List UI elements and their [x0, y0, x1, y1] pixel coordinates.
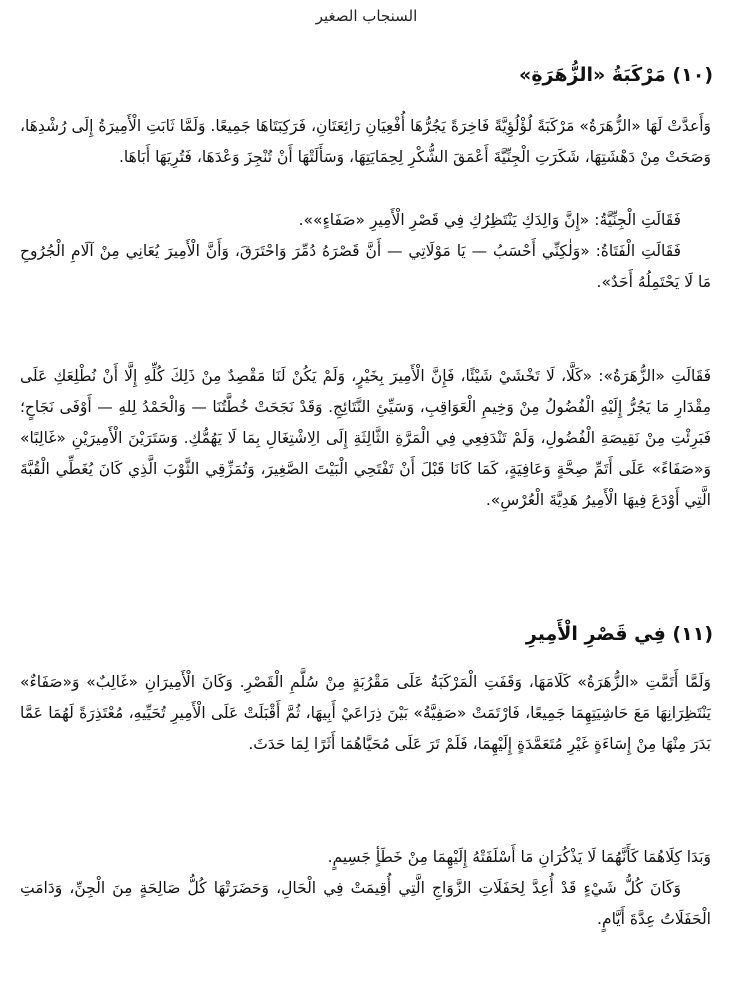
- paragraph: وَلَمَّا أَتَمَّتِ «الزُّهَرَةُ» كَلَامَهَا، وَقَفَتِ الْمَرْكَبَةُ عَلَى مَقْرُبَةٍ مِنْ سُلَّمِ الْقَصْرِ. وَكَانَ الْأَمِيرَانِ «غَالِبٌ» وَ«صَفَاءٌ» يَنْتَظِرَانِهَا مَعَ حَاشِيَتِهِمَا جَمِيعًا، فَارْتَمَتْ «صَفِيَّةُ» بَيْنَ ذِرَاعَيْ أَبِيهَا، ثُمَّ أَقْبَلَتْ عَلَى الْأَمِيرِ تُحَيِّيهِ، مُعْتَذِرَةً لَهُمَا عَمَّا بَدَرَ مِنْهَا مِنْ إِسَاءَةٍ غَيْرِ مُتَعَمَّدَةٍ إِلَيْهِمَا، فَلَمْ تَرَ عَلَى مُحَيَّاهُمَا أَثَرًا لِمَا حَدَثَ.: [20, 673, 711, 753]
- section-heading-10: (١٠) مَرْكَبَةُ «الزُّهَرَةِ»: [519, 64, 713, 86]
- paragraph: فَقَالَتِ الْجِنِّيَّةُ: «إِنَّ وَالِدَكِ يَنْتَظِرُكِ فِي قَصْرِ الْأَمِيرِ «صَفَاءٍ»».: [298, 211, 681, 229]
- paragraph: فَقَالَتِ الْفَتَاةُ: «وَلٰكِنِّي أَحْسَبُ — يَا مَوْلَاتِي — أَنَّ قَصْرَهُ دُمِّرَ وَاحْتَرَقَ، وَأَنَّ الْأَمِيرَ يُعَانِي مِنْ آلَامِ الْجُرُوحِ مَا لَا يَحْتَمِلُهُ أَحَدٌ».: [20, 242, 711, 291]
- paragraph: وَبَدَا كِلَاهُمَا كَأَنَّهُمَا لَا يَذْكُرَانِ مَا أَسْلَفَتْهُ إِلَيْهِمَا مِنْ خَطَأٍ جَسِيمٍ.: [327, 848, 711, 866]
- running-head: السنجاب الصغير: [315, 7, 418, 25]
- section-heading-11: (١١) فِي قَصْرِ الْأَمِيرِ: [525, 623, 713, 645]
- paragraph: وَكَانَ كُلُّ شَيْءٍ قَدْ أُعِدَّ لِحَفَلَاتِ الزَّوَاجِ الَّتِي أُقِيمَتْ فِي الْحَالِ، وَحَضَرَتْهَا كُلُّ صَالِحَةٍ مِنَ الْجِنِّ، وَدَامَتِ الْحَفَلَاتُ عِدَّةَ أَيَّامٍ.: [20, 879, 711, 928]
- paragraph: فَقَالَتِ «الزُّهَرَةُ»: «كَلَّا، لَا تَخْشَيْ شَيْئًا، فَإِنَّ الْأَمِيرَ بِخَيْرٍ، وَلَمْ يَكُنْ لَنَا مَقْصِدٌ مِنْ ذَلِكَ كُلِّهِ إِلَّا أَنْ نُطْلِعَكِ عَلَى مِقْدَارِ مَا يَجُرُّ إِلَيْهِ الْفُضُولُ مِنْ وَخِيمِ الْعَوَاقِبِ، وَسَيِّئِ النَّتَائِجِ. وَقَدْ نَجَحَتْ خُطَّتُنَا — وَالْحَمْدُ لِلهِ — أَوْفَى نَجَاحٍ؛ فَبَرِئْتِ مِنْ نَقِيصَةِ الْفُضُولِ، وَلَمْ تَنْدَفِعِي فِي الْمَرَّةِ الثَّالِثَةِ إِلَى الِاشْتِغَالِ بِمَا لَا يَهُمُّكِ. وَسَتَرَيْنَ الْأَمِيرَيْنِ «غَالِبًا» وَ«صَفَاءً» عَلَى أَتَمِّ صِحَّةٍ وَعَافِيَةٍ، كَمَا كَانَا قَبْلَ أَنْ تَفْتَحِي الْبَيْتَ الصَّغِيرَ، وَتُمَزِّقِي الثَّوْبَ الَّذِي كَانَ يُغَطِّي الْقُبَّةَ الَّتِي أَوْدَعَ فِيهَا الْأَمِيرُ هَدِيَّةَ الْعُرْسِ».: [20, 367, 711, 509]
- paragraph: وَأَعدَّتْ لَهَا «الزُّهَرَةُ» مَرْكَبَةً لُؤْلُؤِيَّةً فَاخِرَةً يَجُرُّهَا أُفْعِيَانِ رَائِعَتَانِ، فَرَكِبَتَاهَا جَمِيعًا. وَلَمَّا ثَابَتِ الْأَمِيرَةُ إِلَى رُشْدِهَا، وَصَحَتْ مِنْ دَهْشَتِهَا، شَكَرَتِ الْجِنِّيَّةَ أَعْمَقَ الشُّكْرِ لِحِمَايَتِهَا، وَسَأَلَتْهَا أَنْ تُنْجِزَ وَعْدَهَا، فَتُرِيَهَا أَبَاهَا.: [20, 117, 711, 166]
